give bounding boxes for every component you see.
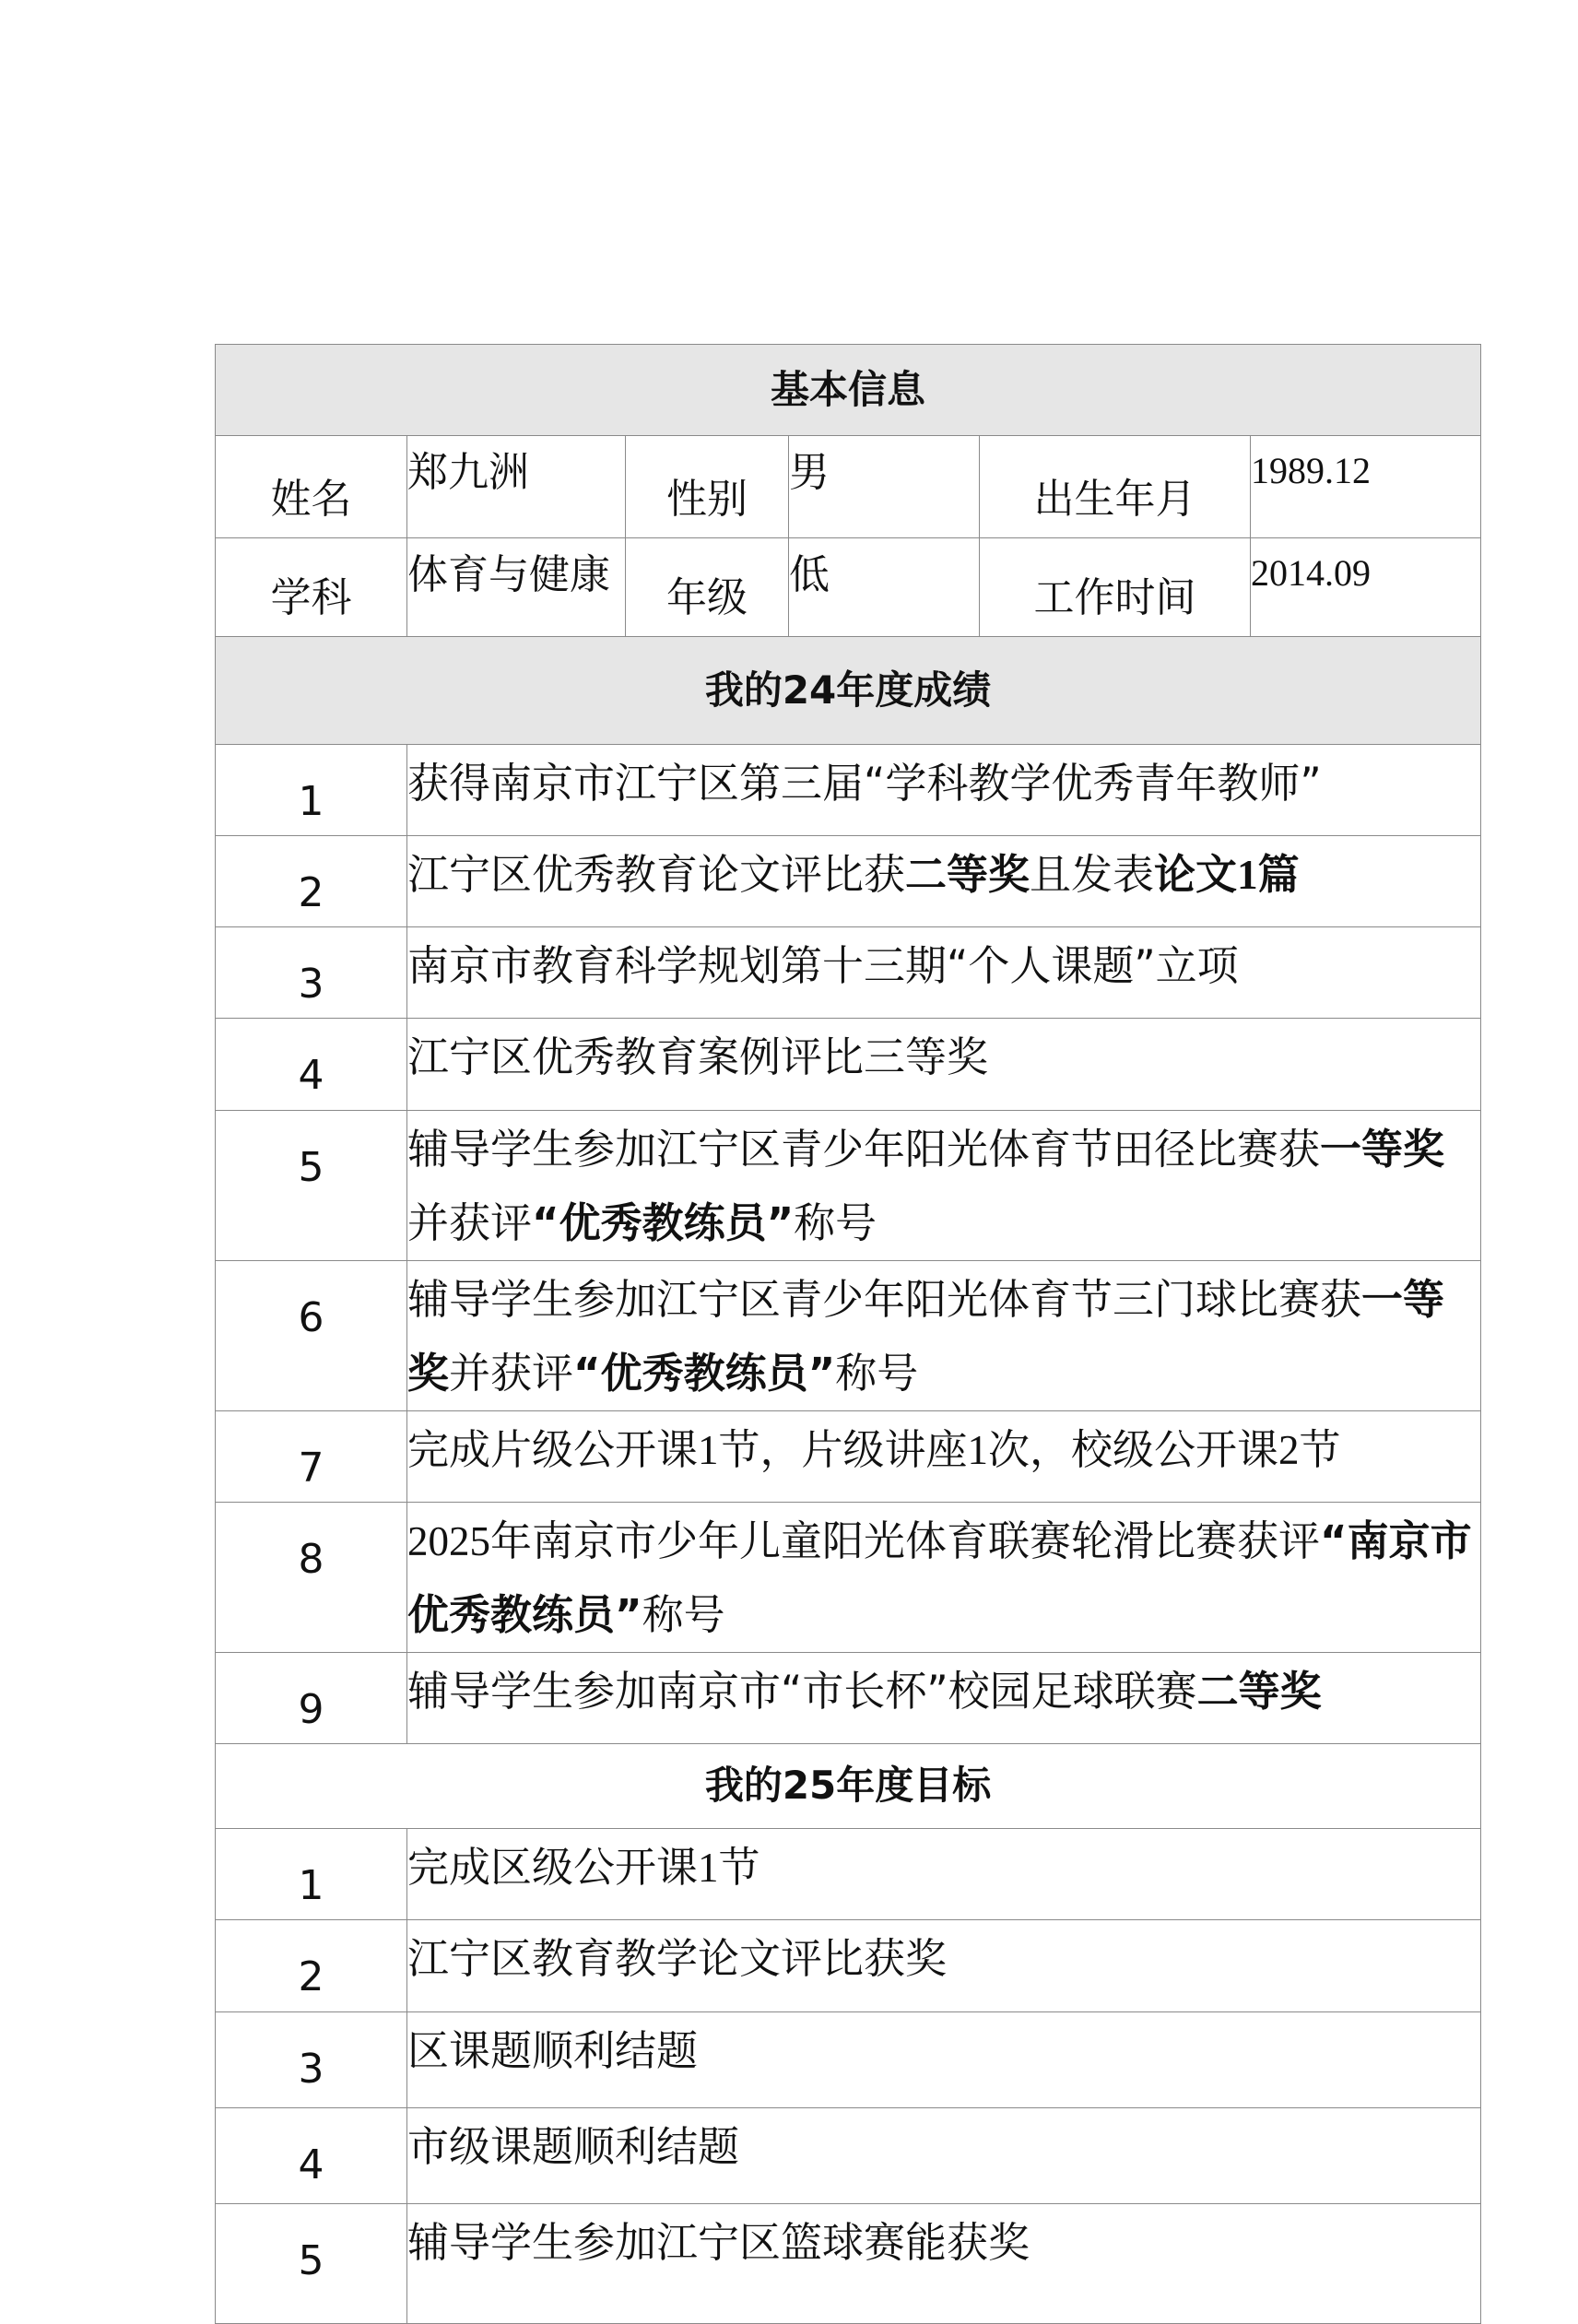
grade-label: 年级 [626, 538, 789, 637]
achievement-row [216, 1653, 1481, 1744]
text-run: 辅导学生参加江宁区青少年阳光体育节田径比赛获 [407, 1125, 1321, 1174]
goal-row [216, 1920, 1481, 2012]
text-run: 江宁区优秀教育案例评比三等奖 [407, 1032, 989, 1081]
subject-label: 学科 [216, 538, 407, 637]
birth-value: 1989.12 [1251, 436, 1481, 538]
text-run: “优秀教练员” [532, 1198, 795, 1247]
text-run: 1 [698, 1845, 719, 1891]
text-run: 1 [698, 1427, 719, 1473]
text-run: 区课题顺利结题 [407, 2026, 699, 2075]
name-value: 郑九洲 [407, 436, 626, 538]
achievement-row [216, 1503, 1481, 1653]
text-run: “南京市优秀教练员” [407, 1516, 1472, 1639]
text-run: 辅导学生参加南京市“市长杯”校园足球联赛 [407, 1667, 1197, 1716]
goals-header: 我的25年度目标 [216, 1744, 1481, 1829]
achievement-text [407, 1411, 1481, 1503]
text-run: 2 [1278, 1427, 1300, 1473]
text-run: 称号 [794, 1198, 877, 1247]
teacher-profile-table [215, 344, 1481, 2324]
text-run: 辅导学生参加江宁区篮球赛能获奖 [407, 2218, 1030, 2267]
goals-list [216, 1829, 1481, 2324]
text-run: 1 [1237, 852, 1258, 898]
text-run: 年南京市少年儿童阳光体育联赛轮滑比赛获评 [490, 1516, 1321, 1565]
text-run: 论文 [1154, 850, 1238, 899]
achievement-text [407, 1111, 1481, 1261]
achievement-text [407, 1261, 1481, 1411]
achievement-text [407, 927, 1481, 1019]
text-run: 称号 [835, 1349, 919, 1398]
achievement-index: 7 [216, 1411, 407, 1503]
goal-row [216, 2012, 1481, 2108]
achievement-row [216, 1411, 1481, 1503]
text-run: 称号 [642, 1590, 725, 1639]
text-run: 节，片级讲座 [718, 1425, 968, 1474]
text-run: 且发表 [1030, 850, 1155, 899]
text-run: 篇 [1257, 850, 1300, 899]
text-run: 次，校级公开课 [988, 1425, 1279, 1474]
achievement-row [216, 836, 1481, 927]
achievement-index: 5 [216, 1111, 407, 1261]
achievement-row [216, 1261, 1481, 1411]
text-run: 并获评 [449, 1349, 574, 1398]
achievement-row [216, 745, 1481, 836]
text-run: 辅导学生参加江宁区青少年阳光体育节三门球比赛获 [407, 1275, 1362, 1324]
goal-text [407, 1920, 1481, 2012]
basic-info-row [216, 538, 1481, 637]
achievements-list [216, 745, 1481, 1744]
name-label: 姓名 [216, 436, 407, 538]
achievement-index: 3 [216, 927, 407, 1019]
text-run: 节 [718, 1843, 760, 1892]
work-start-label: 工作时间 [980, 538, 1251, 637]
achievement-row [216, 1111, 1481, 1261]
achievement-index: 8 [216, 1503, 407, 1653]
text-run: 二等奖 [1196, 1667, 1322, 1716]
goal-index: 4 [216, 2108, 407, 2204]
achievement-row [216, 1019, 1481, 1111]
gender-value: 男 [789, 436, 980, 538]
grade-value: 低 [789, 538, 980, 637]
subject-value: 体育与健康 [407, 538, 626, 637]
goal-text [407, 2012, 1481, 2108]
goal-text [407, 1829, 1481, 1920]
text-run: 一等奖 [1320, 1125, 1445, 1174]
text-run: 完成片级公开课 [407, 1425, 699, 1474]
goal-row [216, 2204, 1481, 2324]
achievement-index: 6 [216, 1261, 407, 1411]
text-run: “优秀教练员” [573, 1349, 836, 1398]
goal-text [407, 2108, 1481, 2204]
goal-text [407, 2204, 1481, 2324]
goal-index: 1 [216, 1829, 407, 1920]
text-run: 节 [1299, 1425, 1341, 1474]
text-run: 一等奖 [407, 1275, 1445, 1398]
work-start-value: 2014.09 [1251, 538, 1481, 637]
achievement-index: 2 [216, 836, 407, 927]
goal-row [216, 2108, 1481, 2204]
achievement-text [407, 1503, 1481, 1653]
text-run: 1 [967, 1427, 989, 1473]
achievement-text [407, 1653, 1481, 1744]
achievement-text [407, 745, 1481, 836]
text-run: 江宁区教育教学论文评比获奖 [407, 1934, 948, 1983]
goal-index: 2 [216, 1920, 407, 2012]
text-run: 二等奖 [905, 850, 1030, 899]
achievements-header: 我的24年度成绩 [216, 637, 1481, 745]
text-run: 并获评 [407, 1198, 533, 1247]
achievement-index: 4 [216, 1019, 407, 1111]
text-run: 市级课题顺利结题 [407, 2122, 740, 2171]
birth-label: 出生年月 [980, 436, 1251, 538]
basic-info-header: 基本信息 [216, 345, 1481, 436]
text-run: 2025 [407, 1518, 490, 1564]
achievement-text [407, 1019, 1481, 1111]
achievement-row [216, 927, 1481, 1019]
achievement-text [407, 836, 1481, 927]
text-run: 江宁区优秀教育论文评比获 [407, 850, 906, 899]
text-run: 获得南京市江宁区第三届“学科教学优秀青年教师” [407, 759, 1322, 808]
goal-index: 5 [216, 2204, 407, 2324]
text-run: 完成区级公开课 [407, 1843, 699, 1892]
goal-row [216, 1829, 1481, 1920]
achievement-index: 9 [216, 1653, 407, 1744]
goal-index: 3 [216, 2012, 407, 2108]
text-run: 南京市教育科学规划第十三期“个人课题”立项 [407, 941, 1239, 990]
achievement-index: 1 [216, 745, 407, 836]
basic-info-row [216, 436, 1481, 538]
gender-label: 性别 [626, 436, 789, 538]
